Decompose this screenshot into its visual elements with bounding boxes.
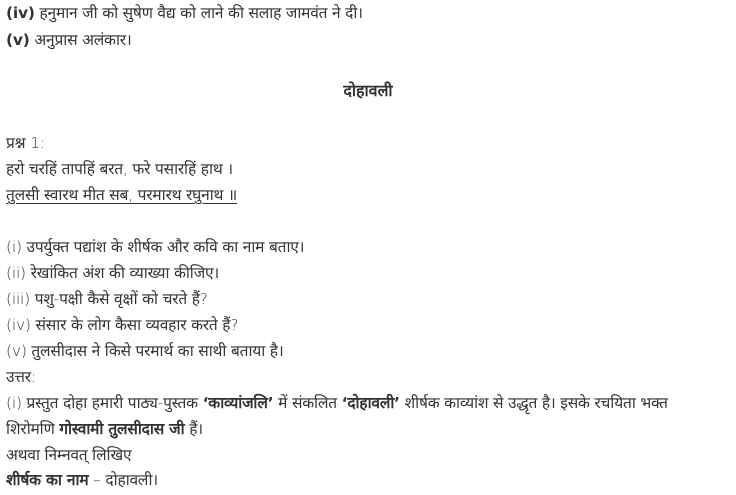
- answer-label: उत्तर:: [6, 368, 36, 386]
- question-item-4: (iv) संसार के लोग कैसा व्यवहार करते हैं?: [6, 316, 239, 334]
- question-item-5: (v) तुलसीदास ने किसे परमार्थ का साथी बताया है।: [6, 342, 284, 360]
- answer-title-line: [6, 468, 158, 492]
- intro-item-v-text: अनुप्रास अलंकार।: [29, 31, 132, 49]
- question-item-2: (ii) रेखांकित अंश की व्याख्या कीजिए।: [6, 264, 220, 282]
- answer-1-line-1: [6, 391, 668, 415]
- intro-item-iv: [6, 1, 363, 25]
- question-label: प्रश्न 1:: [6, 134, 45, 152]
- question-item-1: (i) उपर्युक्त पद्यांश के शीर्षक और कवि का नाम बताए।: [6, 238, 305, 256]
- section-heading: दोहावली: [343, 81, 393, 100]
- answer-1-text-d: शिरोमणि: [6, 420, 60, 438]
- verse-line-2: तुलसी स्वारथ मीत सब, परमारथ रघुनाथ ॥: [6, 186, 238, 204]
- answer-1-text-b: में संकलित: [273, 394, 342, 412]
- answer-title-value: – दोहावली।: [88, 471, 158, 489]
- answer-1-text-c: शीर्षक काव्यांश से उद्धृत है। इसके रचयिता भक्त: [399, 394, 668, 412]
- intro-item-iv-label: (iv): [6, 4, 35, 22]
- answer-1-text-e: हैं।: [184, 420, 203, 438]
- answer-1-book-title: ‘काव्यांजलि’: [202, 394, 274, 412]
- intro-item-v-label: (v): [6, 31, 30, 49]
- answer-1-poet-name: गोस्वामी तुलसीदास जी: [59, 420, 185, 438]
- question-item-3: (iii) पशु-पक्षी कैसे वृक्षों को चरते हैं?: [6, 290, 208, 308]
- answer-1-text-a: (i) प्रस्तुत दोहा हमारी पाठ्य-पुस्तक: [6, 394, 203, 412]
- answer-1-line-2: [6, 417, 203, 441]
- answer-1-poem-title: ‘दोहावली’: [341, 394, 400, 412]
- answer-alt-text: अथवा निम्नवत् लिखिए: [6, 446, 132, 464]
- intro-item-iv-text: हनुमान जी को सुषेण वैद्य को लाने की सलाह जामवंत ने दी।: [34, 4, 363, 22]
- intro-item-v: [6, 28, 132, 52]
- verse-line-1: हरो चरहिं तापहिं बरत, फरे पसारहिं हाथ ।: [6, 160, 233, 178]
- answer-title-label: शीर्षक का नाम: [6, 471, 89, 489]
